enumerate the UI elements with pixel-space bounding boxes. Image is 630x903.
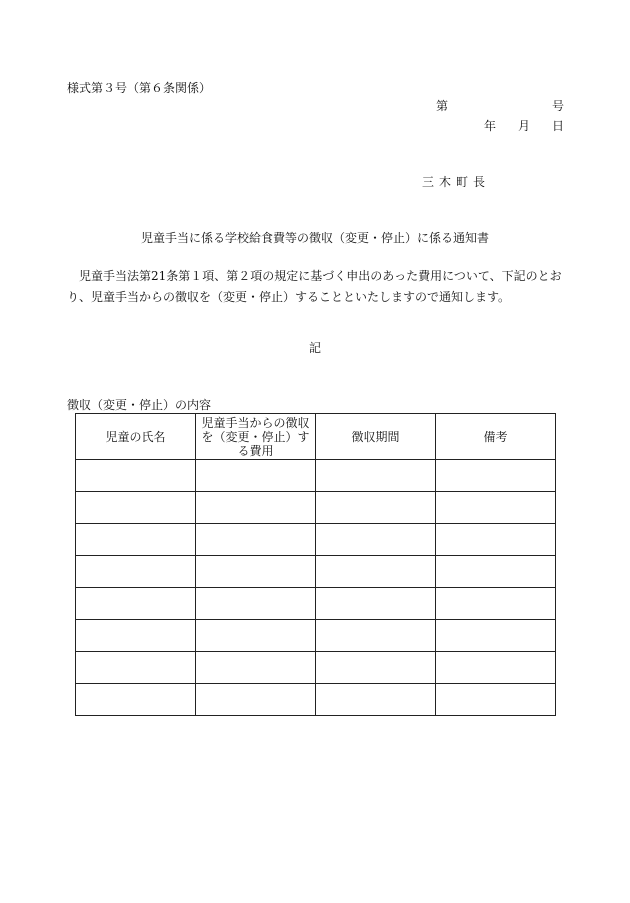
cell-child-name <box>76 620 196 652</box>
form-number: 様式第３号（第６条関係） <box>67 81 212 95</box>
date-day-label: 日 <box>552 119 565 133</box>
cell-period <box>316 620 436 652</box>
cell-child-name <box>76 588 196 620</box>
document-number-label: 第 <box>436 99 449 113</box>
document-number-suffix: 号 <box>552 99 565 113</box>
date-month-label: 月 <box>518 119 531 133</box>
cell-fee <box>196 684 316 716</box>
table-row <box>76 620 556 652</box>
cell-period <box>316 652 436 684</box>
cell-period <box>316 684 436 716</box>
cell-child-name <box>76 556 196 588</box>
cell-fee <box>196 492 316 524</box>
table-row <box>76 588 556 620</box>
table-row <box>76 556 556 588</box>
cell-remarks <box>436 620 556 652</box>
cell-fee <box>196 620 316 652</box>
ki-heading: 記 <box>308 341 321 355</box>
cell-remarks <box>436 460 556 492</box>
cell-fee <box>196 556 316 588</box>
cell-fee <box>196 652 316 684</box>
body-paragraph: 児童手当法第21条第１項、第２項の規定に基づく申出のあった費用について、下記のとおり、児童手当からの徴収を（変更・停止）することといたしますので通知します。 <box>67 269 562 304</box>
detail-table <box>75 413 556 716</box>
cell-child-name <box>76 524 196 556</box>
cell-period <box>316 588 436 620</box>
cell-remarks <box>436 652 556 684</box>
cell-remarks <box>436 556 556 588</box>
cell-remarks <box>436 684 556 716</box>
cell-remarks <box>436 492 556 524</box>
cell-period <box>316 524 436 556</box>
cell-remarks <box>436 588 556 620</box>
cell-fee <box>196 588 316 620</box>
table-row <box>76 492 556 524</box>
cell-child-name <box>76 684 196 716</box>
table-row <box>76 684 556 716</box>
header-fee: 児童手当からの徴収を（変更・停止）する費用 <box>196 414 316 460</box>
header-child-name: 児童の氏名 <box>76 414 196 460</box>
cell-period <box>316 556 436 588</box>
cell-remarks <box>436 524 556 556</box>
table-row <box>76 524 556 556</box>
table-header-row <box>76 414 556 460</box>
table-row <box>76 652 556 684</box>
table-row <box>76 460 556 492</box>
header-remarks: 備考 <box>436 414 556 460</box>
document-title: 児童手当に係る学校給食費等の徴収（変更・停止）に係る通知書 <box>140 231 489 245</box>
cell-period <box>316 460 436 492</box>
issuer-name: 三木町長 <box>422 175 491 189</box>
table-caption: 徴収（変更・停止）の内容 <box>67 398 212 412</box>
cell-child-name <box>76 652 196 684</box>
header-period: 徴収期間 <box>316 414 436 460</box>
cell-fee <box>196 460 316 492</box>
cell-period <box>316 492 436 524</box>
cell-child-name <box>76 460 196 492</box>
cell-child-name <box>76 492 196 524</box>
cell-fee <box>196 524 316 556</box>
date-year-label: 年 <box>484 119 497 133</box>
